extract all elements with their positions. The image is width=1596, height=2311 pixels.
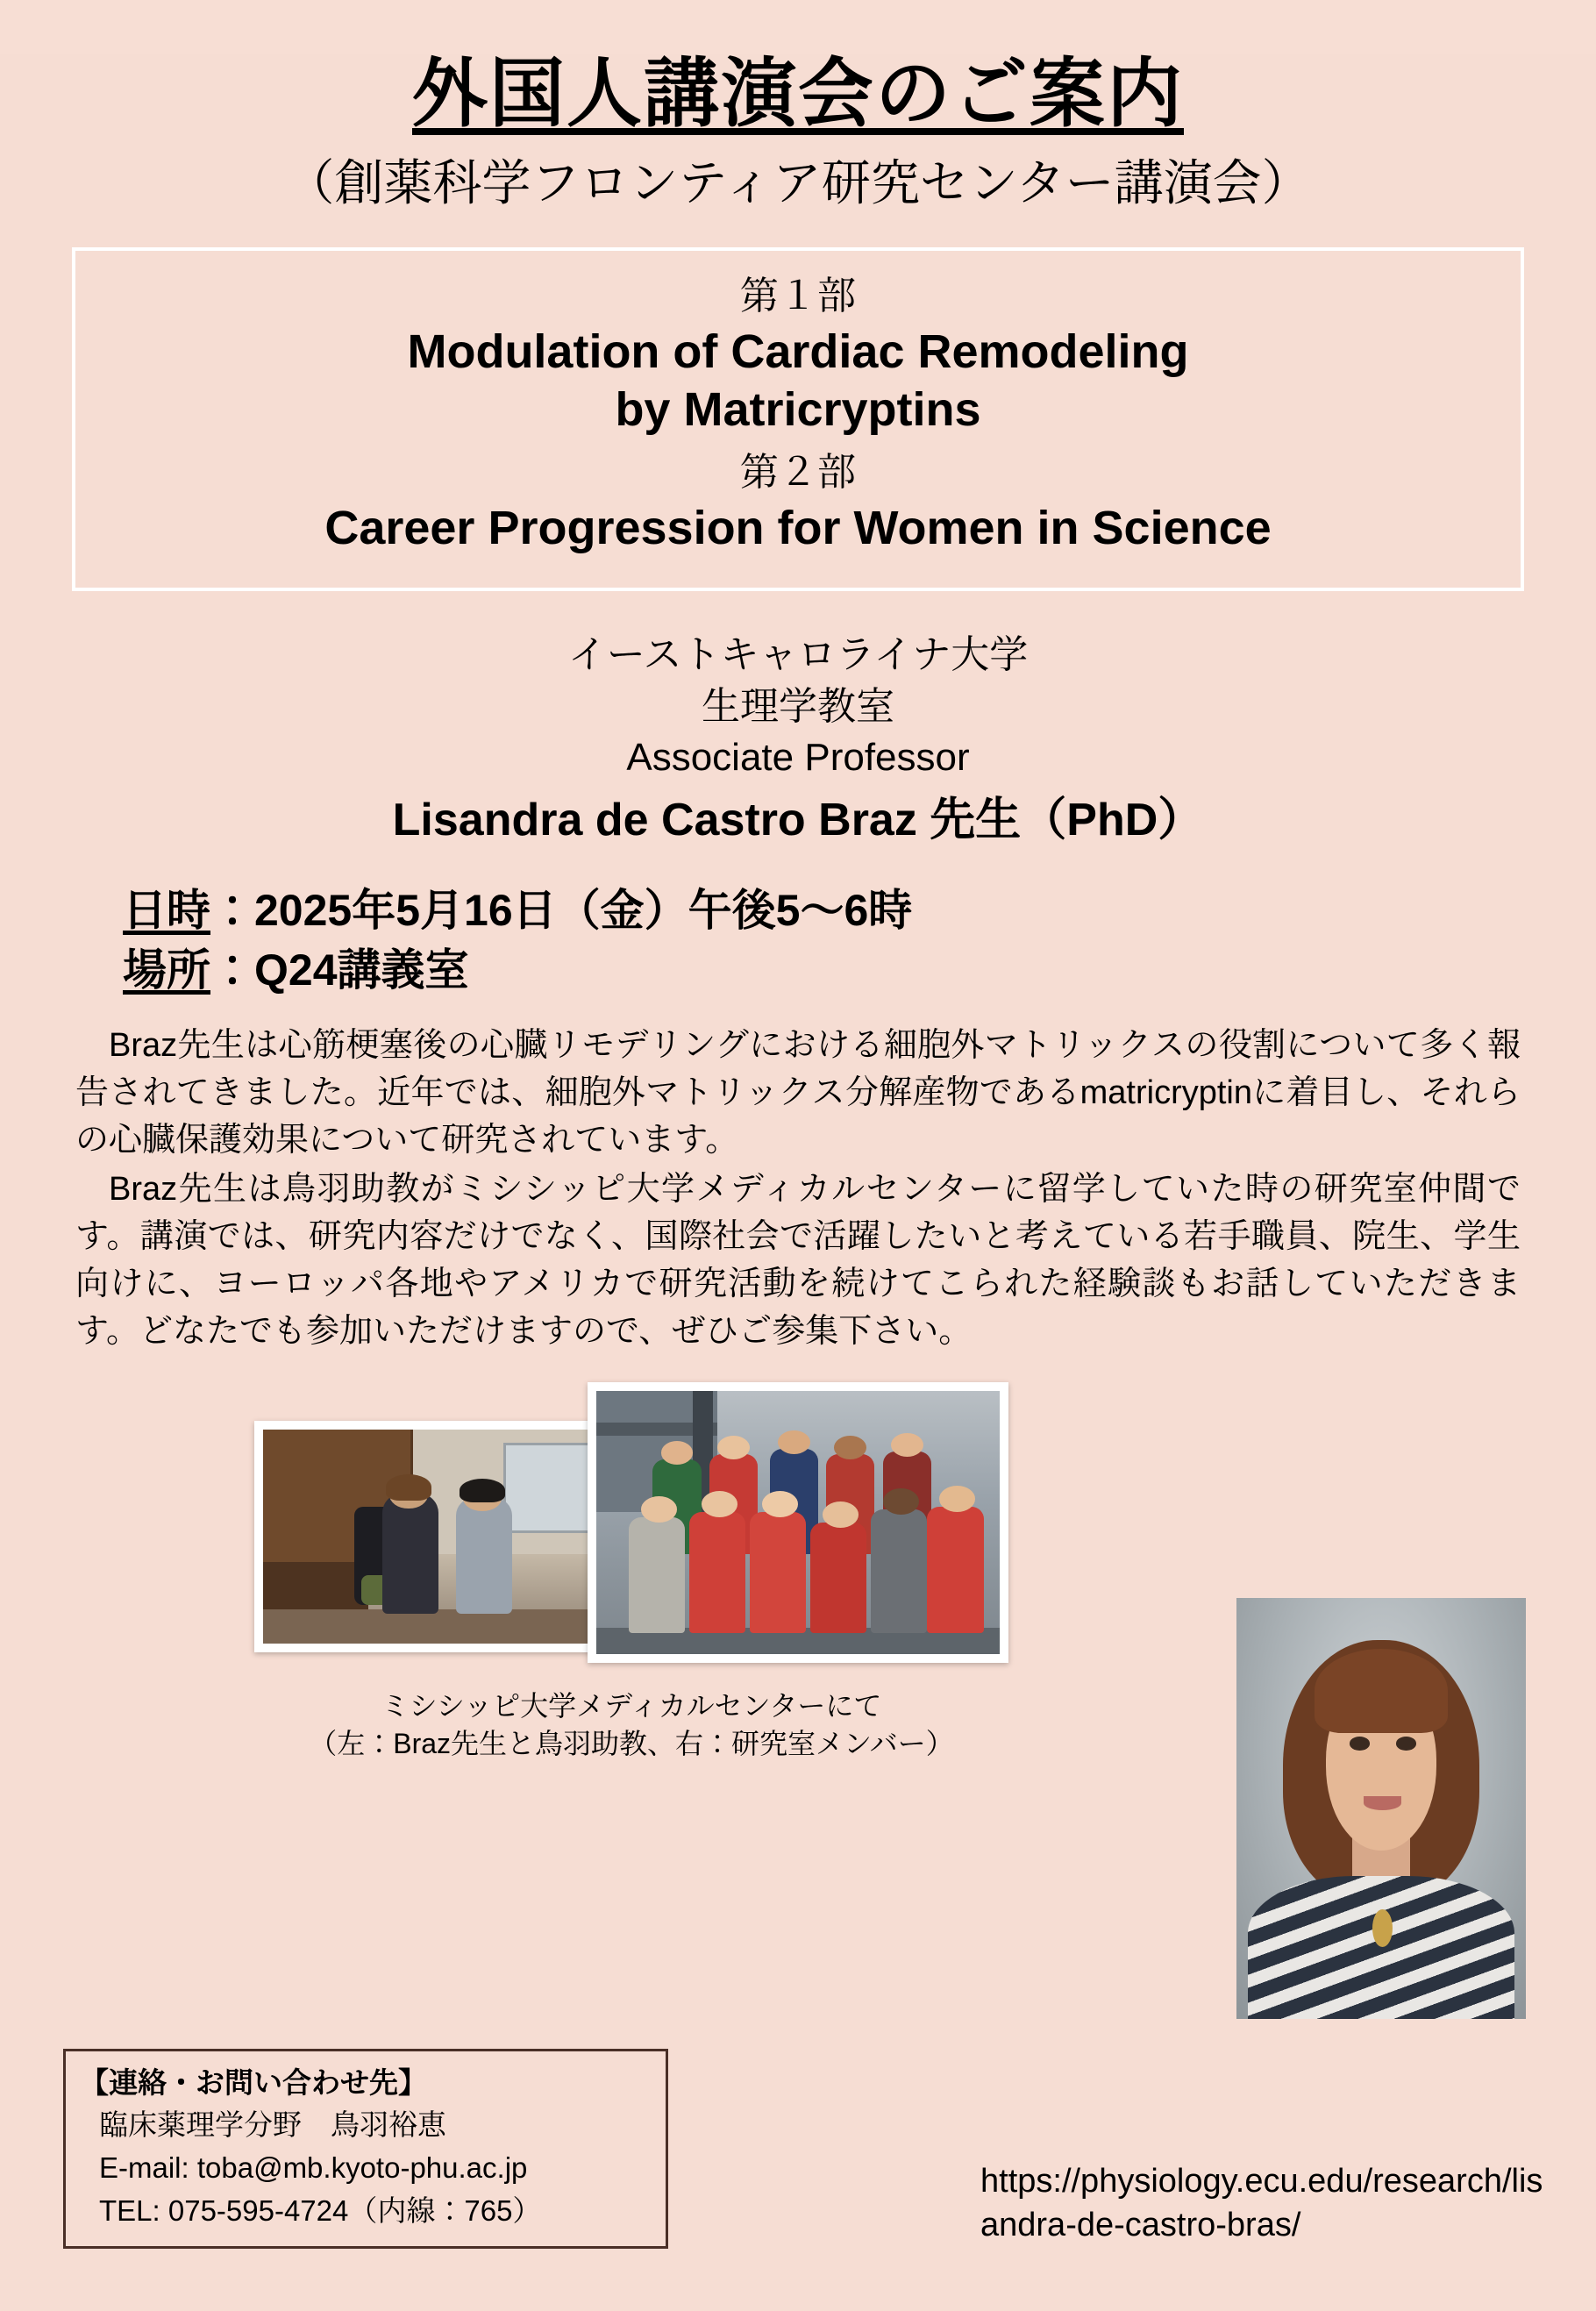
photo-lab-members-image	[596, 1391, 1000, 1654]
datetime-label: 日時	[123, 886, 210, 936]
photo-lab-members	[588, 1382, 1008, 1663]
photo-caption-line1: ミシシッピ大学メディカルセンターにて	[381, 1690, 882, 1723]
description-paragraph-1: Braz先生は心筋梗塞後の心臓リモデリングにおける細胞外マトリックスの役割について多く報告されてきました。近年では、細胞外マトリックス分解産物であるmatricryptinに着目し、それらの心臓保護効果について研究されています。	[75, 1027, 1521, 1159]
contact-person: 臨床薬理学分野 鳥羽裕恵	[99, 2108, 446, 2141]
part2-title: Career Progression for Women in Science	[324, 502, 1272, 555]
photo-braz-and-toba-image	[263, 1430, 614, 1644]
speaker-profile-url[interactable]: https://physiology.ecu.edu/research/lisandra-de-castro-bras/	[980, 2163, 1543, 2244]
page-subtitle: （創薬科学フロンティア研究センター講演会）	[285, 155, 1311, 211]
place-value: ：Q24講義室	[210, 945, 469, 995]
poster-page	[0, 54, 1596, 2311]
speaker-name: Lisandra de Castro Braz 先生（PhD）	[392, 794, 1204, 845]
speaker-affiliation-line2: 生理学教室	[702, 684, 894, 728]
event-meta	[123, 881, 1543, 1000]
event-place	[123, 941, 1543, 1001]
part1-title	[93, 324, 1503, 439]
contact-heading: 【連絡・お問い合わせ先】	[80, 2066, 427, 2099]
description	[75, 1023, 1521, 1356]
datetime-value: ：2025年5月16日（金）午後5〜6時	[210, 886, 913, 936]
event-datetime	[123, 881, 1543, 941]
part1-label: 第１部	[740, 274, 856, 317]
contact-email[interactable]: E-mail: toba@mb.kyoto-phu.ac.jp	[99, 2151, 528, 2184]
description-paragraph-2: Braz先生は鳥羽助教がミシシッピ大学メディカルセンターに留学していた時の研究室仲間です。講演では、研究内容だけでなく、国際社会で活躍したいと考えている若手職員、院生、学生向けに、ヨーロッパ各地やアメリカで研究活動を続けてこられた経験談もお話していただきます。どなたでも参加いただけますので、ぜひご参集下さい。	[75, 1171, 1521, 1351]
speaker-portrait	[1236, 1598, 1526, 2019]
speaker-block	[53, 630, 1543, 850]
speaker-rank: Associate Professor	[626, 736, 970, 780]
part2-label: 第２部	[740, 451, 856, 495]
talk-info-box	[72, 247, 1524, 591]
contact-tel: TEL: 075-595-4724（内線：765）	[99, 2193, 542, 2227]
place-label: 場所	[123, 945, 210, 995]
photo-caption-line2: （左：Braz先生と鳥羽助教、右：研究室メンバー）	[309, 1728, 954, 1760]
photo-braz-and-toba	[254, 1421, 623, 1652]
photo-caption	[254, 1687, 1008, 1763]
speaker-affiliation-line1: イーストキャロライナ大学	[567, 633, 1029, 677]
part1-title-line2: by Matricryptins	[615, 383, 981, 437]
contact-box	[63, 2049, 668, 2249]
part1-title-line1: Modulation of Cardiac Remodeling	[407, 325, 1189, 379]
page-title: 外国人講演会のご案内	[412, 52, 1184, 136]
